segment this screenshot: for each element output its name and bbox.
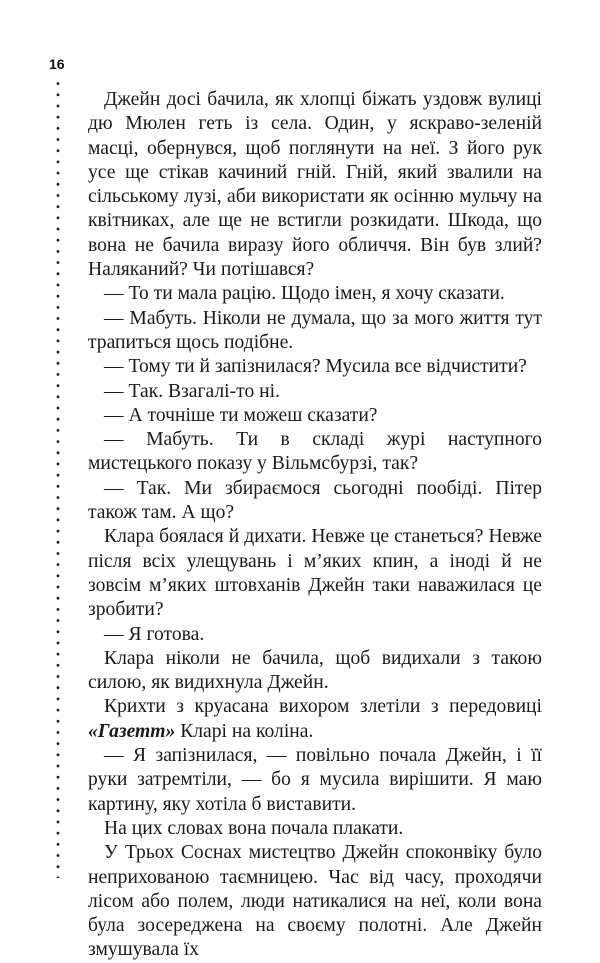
paragraph: — Мабуть. Ніколи не думала, що за мого життя тут трапиться щось подібне. [88, 307, 542, 353]
paragraph: — Мабуть. Ти в складі журі наступного мистецького показу у Вільмсбурзі, так? [88, 429, 542, 475]
paragraph [88, 695, 542, 744]
paragraph-text: Крихти з круасана вихором злетіли з передовиці [104, 696, 542, 718]
paragraph: — Тому ти й запізнилася? Мусила все відчистити? [104, 356, 527, 378]
paragraph: Клара ніколи не бачила, щоб видихали з такою силою, як видихнула Джейн. [88, 647, 542, 694]
paragraph: — Так. Взагалі-то ні. [104, 380, 280, 402]
paragraph: На цих словах вона почала плакати. [104, 817, 404, 839]
paragraph: — Я готова. [104, 623, 205, 645]
paragraph: — А точніше ти можеш сказати? [104, 404, 378, 426]
paragraph-text: Кларі на коліна. [175, 720, 314, 742]
paragraph: — Так. Ми збираємося сьогодні пообіді. Пітер також там. А що? [88, 477, 542, 524]
paragraph: У Трьох Соснах мистецтво Джейн споконвіку було неприхованою таємницею. Час від часу, проходячи лісом або полем, люди натикалися на неї, коли вона була зосереджена на своєму полотні. Але Джейн змушувала їх [88, 842, 542, 961]
paragraph: Джейн досі бачила, як хлопці біжать уздовж вулиці дю Мюлен геть із села. Один, у яскраво-зеленій масці, обернувся, щоб поглянути на неї. З його рук усе ще стікав качиний гній. Гній, який звалили на сільському лузі, аби використати як осінню мульчу на квітниках, але ще не встигли розкидати. Шкода, що вона не бачила виразу його обличчя. Він був злий? Наляканий? Чи потішався? [88, 89, 542, 281]
paragraph: Клара боялася й дихати. Невже це станеться? Невже після всіх улещувань і м’яких кпин, а іноді й не зовсім м’яких штовханів Джейн таки наважилася це зробити? [88, 526, 542, 621]
page-number: 16 [49, 56, 65, 72]
paragraph: — Я запізнилася, — повільно почала Джейн, і її руки затремтіли, — бо я мусила вирішити. Я маю картину, яку хотіла б виставити. [88, 745, 542, 815]
body-text [88, 88, 542, 963]
newspaper-title: «Газетт» [88, 720, 176, 742]
dotted-margin-rule [56, 78, 60, 878]
paragraph: — То ти мала рацію. Щодо імен, я хочу сказати. [104, 283, 505, 305]
